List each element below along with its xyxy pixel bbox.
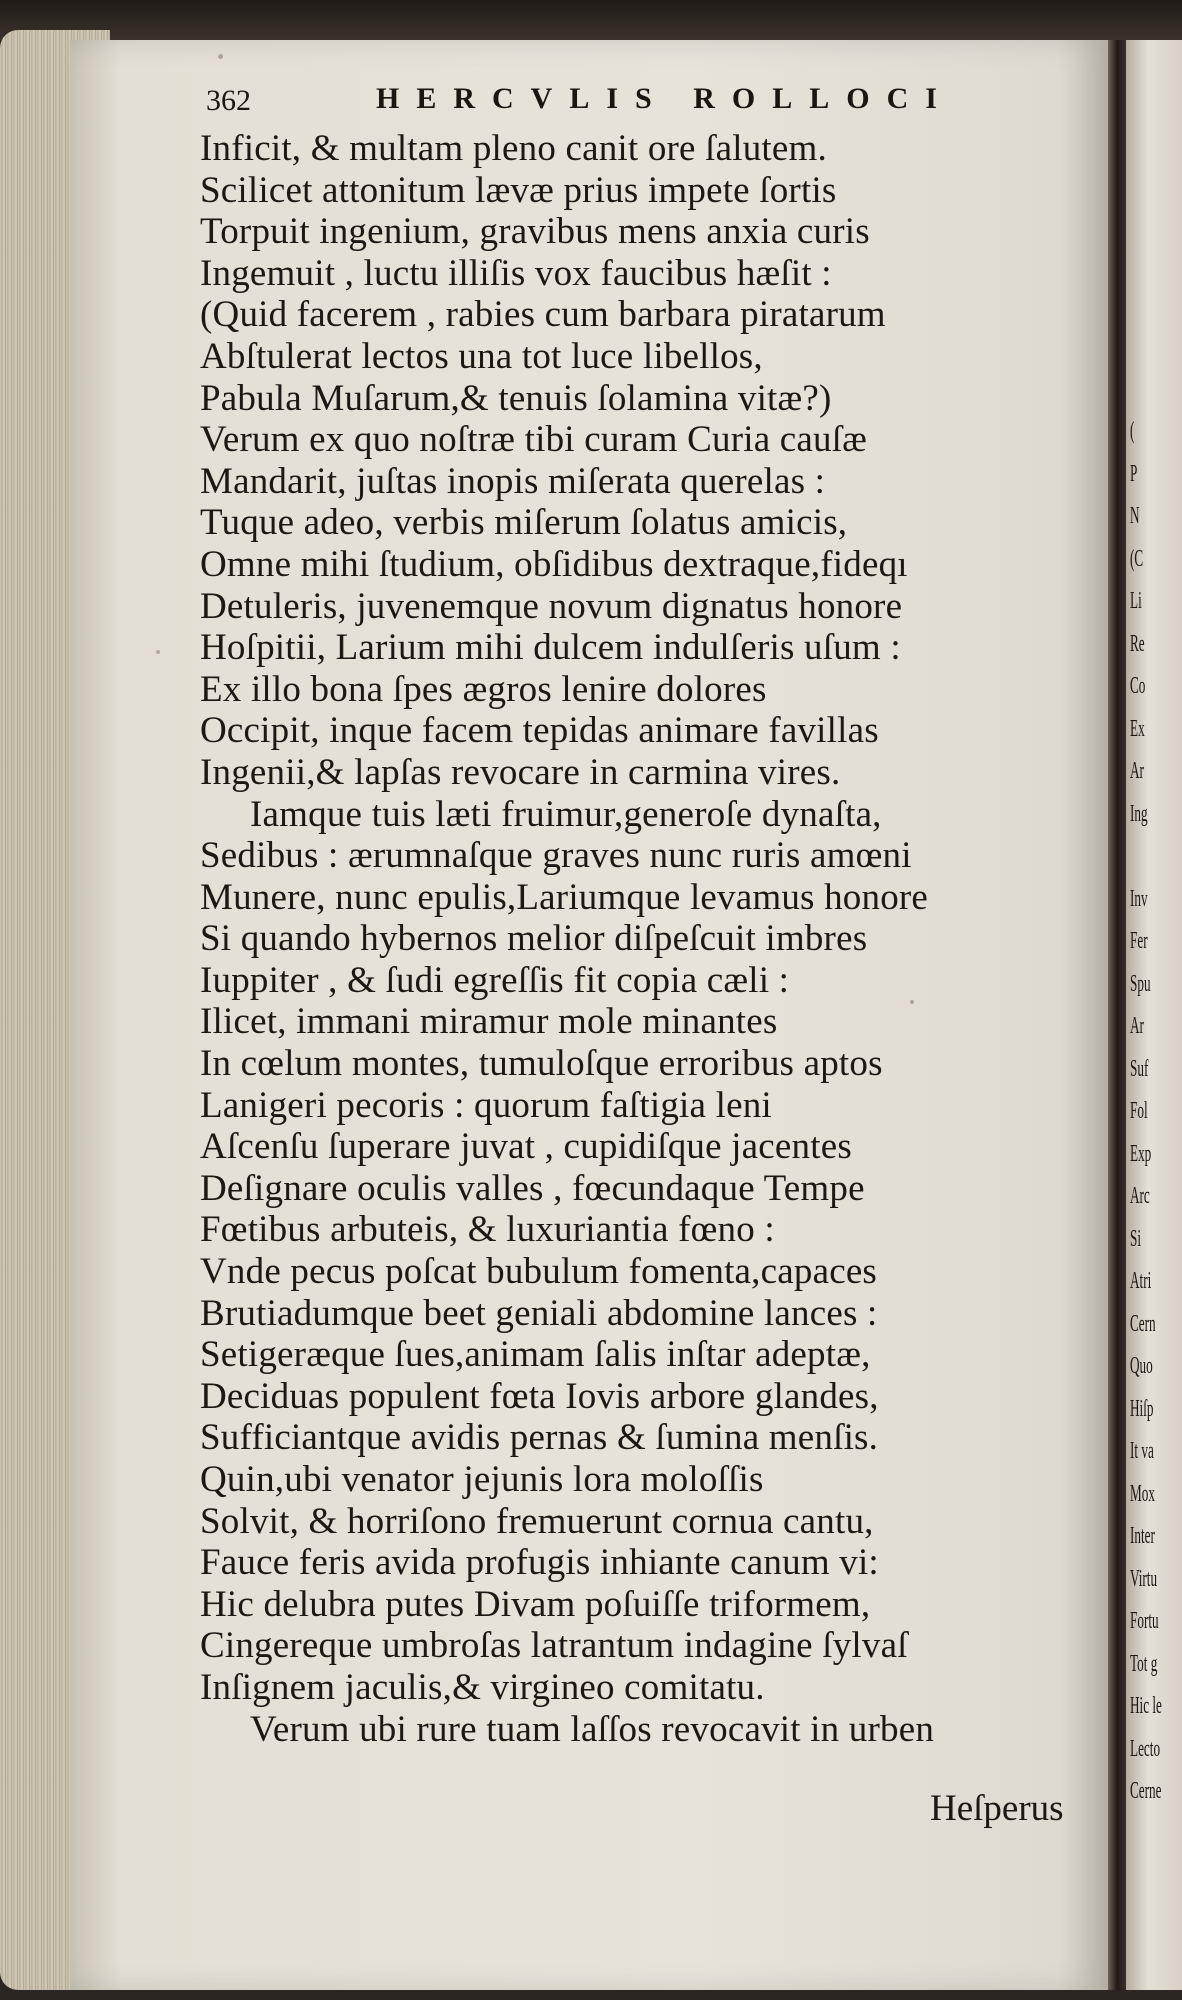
verse-line: Deciduas populent fœta Iovis arbore glandes,	[200, 1375, 879, 1417]
verse-line: Mandarit, juſtas inopis miſerata querelas :	[200, 460, 826, 502]
poem-text	[200, 128, 1100, 1750]
paper-spot	[156, 650, 160, 654]
facing-page-fragment: Hiſp	[1130, 1395, 1154, 1422]
facing-page-fragment: Ex	[1130, 715, 1145, 742]
verse-line: Torpuit ingenium, gravibus mens anxia curis	[200, 211, 870, 253]
verse-line: Ilicet, immani miramur mole minantes	[200, 1001, 778, 1043]
verse-line: Scilicet attonitum lævæ prius impete ſortis	[200, 169, 837, 211]
book-gutter	[1108, 40, 1128, 1990]
facing-page-fragment: Exp	[1130, 1140, 1152, 1167]
verse-line: (Quid facerem , rabies cum barbara piratarum	[200, 294, 886, 336]
verse-line: Ex illo bona ſpes ægros lenire dolores	[200, 668, 767, 710]
verse-line: Munere, nunc epulis,Lariumque levamus honore	[200, 876, 929, 918]
facing-page-fragment: Fer	[1130, 928, 1148, 954]
facing-page-fragment: Arc	[1130, 1183, 1150, 1209]
facing-page-fragment: P	[1130, 460, 1138, 487]
facing-page-fragment	[1130, 835, 1159, 878]
running-title: HERCVLIS ROLLOCI	[376, 82, 954, 115]
catchword: Heſperus	[930, 1788, 1064, 1829]
verse-line: Ingenii,& lapſas revocare in carmina vires.	[200, 751, 841, 793]
facing-page-fragment: Li	[1130, 588, 1142, 614]
verse-line: Verum ubi rure tuam laſſos revocavit in urben	[250, 1708, 935, 1750]
verse-line: Hoſpitii, Larium mihi dulcem indulſeris uſum :	[200, 627, 901, 669]
verse-line: In cœlum montes, tumuloſque erroribus aptos	[200, 1043, 883, 1085]
facing-page-fragment: (	[1130, 418, 1135, 444]
verse-line: Aſcenſu ſuperare juvat , cupidiſque jacentes	[200, 1126, 852, 1168]
verse-line: Brutiadumque beet geniali abdomine lances :	[200, 1292, 878, 1334]
facing-page-fragment: It va	[1130, 1438, 1154, 1464]
verse-line: Fauce feris avida profugis inhiante canum vi:	[200, 1542, 879, 1584]
verse-line: Setigeræque ſues,animam ſalis inſtar adeptæ,	[200, 1334, 871, 1376]
verse-line: Iuppiter , & ſudi egreſſis fit copia cæli :	[200, 959, 790, 1001]
verse-line: Verum ex quo noſtræ tibi curam Curia cauſæ	[200, 419, 868, 461]
facing-page-fragment: Lecto	[1130, 1735, 1161, 1762]
verse-line: Sufficiantque avidis pernas & ſumina menſis.	[200, 1417, 879, 1459]
page-number: 362	[206, 84, 251, 117]
verse-line: Inſignem jaculis,& virgineo comitatu.	[200, 1666, 765, 1708]
facing-page-fragment: Virtu	[1130, 1565, 1158, 1592]
facing-page-fragment: Co	[1130, 673, 1146, 699]
verse-line: Si quando hybernos melior diſpeſcuit imbres	[200, 918, 868, 960]
verse-line: Fœtibus arbuteis, & luxuriantia fœno :	[200, 1209, 775, 1251]
facing-page-text	[1130, 410, 1182, 1813]
facing-page-fragment: Quo	[1130, 1353, 1153, 1379]
verse-line: Solvit, & horriſono fremuerunt cornua cantu,	[200, 1500, 874, 1542]
facing-page-fragment: Inv	[1130, 885, 1148, 912]
verse-line: Quin,ubi venator jejunis lora moloſſis	[200, 1459, 764, 1500]
verse-line: Vnde pecus poſcat bubulum fomenta,capaces	[200, 1251, 878, 1293]
facing-page-fragment: Fol	[1130, 1098, 1148, 1124]
verse-line: Omne mihi ſtudium, obſidibus dextraque,fideqı	[200, 543, 908, 585]
verse-line: Deſignare oculis valles , fœcundaque Tempe	[200, 1167, 865, 1209]
verse-line: Inficit, & multam pleno canit ore ſalutem.	[200, 128, 827, 169]
verse-line: Lanigeri pecoris : quorum faſtigia leni	[200, 1084, 772, 1126]
facing-page-fragment: Cerne	[1130, 1778, 1162, 1804]
verse-line: Occipit, inque facem tepidas animare favillas	[200, 710, 879, 752]
verse-line: Sedibus : ærumnaſque graves nunc ruris amœni	[200, 835, 912, 877]
facing-page-edge	[1126, 40, 1182, 1990]
verse-line: Pabula Muſarum,& tenuis ſolamina vitæ?)	[200, 377, 832, 419]
facing-page-fragment: Hic le	[1130, 1693, 1162, 1719]
verse-line: Hic delubra putes Divam poſuiſſe triformem,	[200, 1583, 871, 1625]
paper-spot	[218, 54, 223, 59]
facing-page-fragment: Mox	[1130, 1480, 1155, 1507]
verse-line: Ingemuit , luctu illiſis vox faucibus hæſit :	[200, 252, 832, 294]
verse-line: Abſtulerat lectos una tot luce libellos,	[200, 335, 763, 377]
facing-page-fragment: Suf	[1130, 1055, 1149, 1082]
verse-line: Cingereque umbroſas latrantum indagine ſylvaſ	[200, 1625, 908, 1667]
page-header	[206, 82, 986, 122]
facing-page-fragment: Atri	[1130, 1268, 1152, 1294]
facing-page-fragment: Cern	[1130, 1310, 1156, 1337]
verse-line: Tuque adeo, verbis miſerum ſolatus amicis,	[200, 502, 848, 544]
facing-page-fragment: Ar	[1130, 1013, 1144, 1039]
facing-page-fragment: Spu	[1130, 970, 1151, 997]
facing-page-fragment: N	[1130, 503, 1140, 529]
book-cover-edge	[0, 0, 1182, 40]
facing-page-fragment: Re	[1130, 630, 1145, 657]
facing-page-fragment: Inter	[1130, 1523, 1155, 1549]
facing-page-fragment: Ar	[1130, 758, 1144, 784]
verse-line: Iamque tuis læti fruimur,generoſe dynaſta,	[250, 793, 882, 835]
facing-page-fragment: Tot g	[1130, 1650, 1158, 1677]
facing-page-fragment: Fortu	[1130, 1608, 1159, 1634]
facing-page-fragment: (C	[1130, 545, 1144, 572]
facing-page-fragment: Ing	[1130, 800, 1148, 827]
facing-page-fragment: Si	[1130, 1225, 1142, 1252]
verse-line: Detuleris, juvenemque novum dignatus honore	[200, 585, 903, 627]
